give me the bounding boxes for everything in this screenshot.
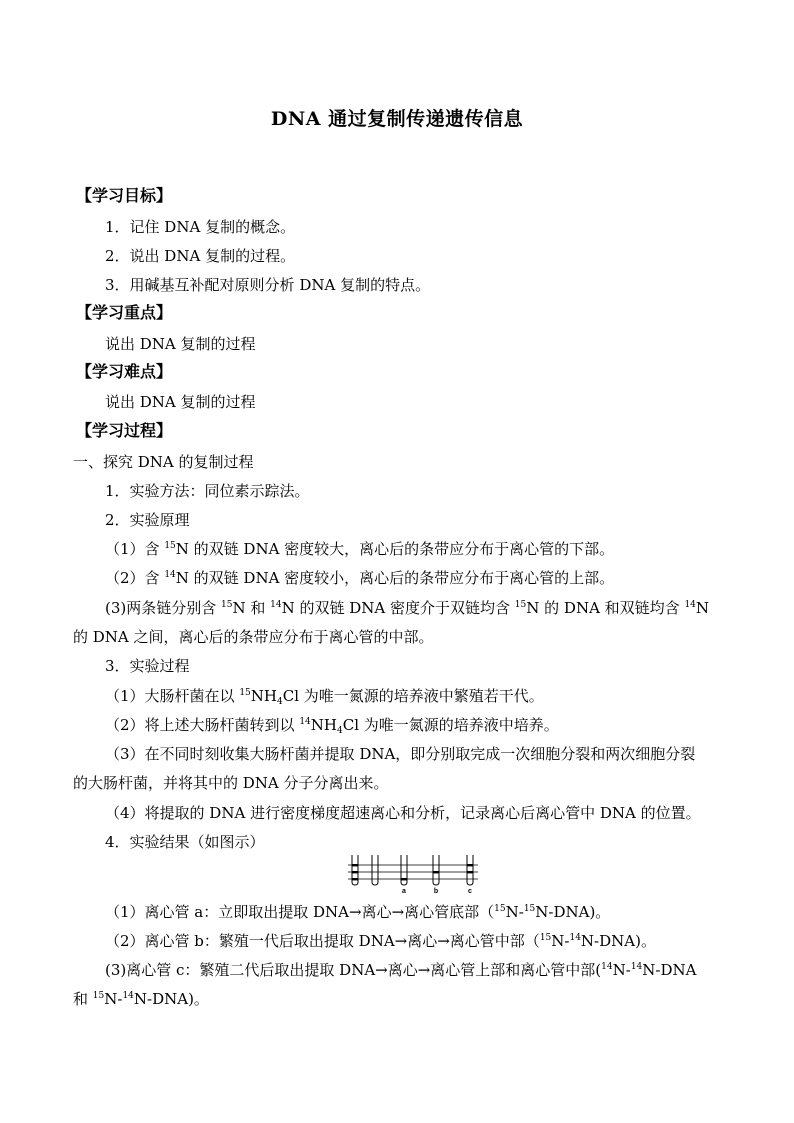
result-3: (3)离心管 c：繁殖二代后取出提取 DNA→离心→离心管上部和离心管中部($^{14}$N-$^{14}$N-DNA [105,961,697,979]
band-c-middle [467,871,473,873]
band-b [433,871,439,873]
result-2: （2）离心管 b：繁殖一代后取出提取 DNA→离心→离心管中部（$^{15}$N-$^{14}$N-DNA)。 [105,932,656,950]
result-1: （1）离心管 a：立即取出提取 DNA→离心→离心管底部（$^{15}$N-$^{15}$N-DNA)。 [105,903,611,921]
page-title: DNA 通过复制传递遗传信息 [270,108,524,130]
tube-sample [352,855,358,885]
step-1: （1）大肠杆菌在以 $^{15}NH_4Cl$ 为唯一氮源的培养液中繁殖若干代。 [105,687,544,707]
band-sample-1 [352,864,358,866]
tube-label-b: b [433,888,439,894]
difficulty-heading: 【学习难点】 [76,362,173,381]
band-c-upper [467,864,473,866]
method-text: 1．实验方法：同位素示踪法。 [105,482,310,500]
difficulty-text: 说出 DNA 复制的过程 [105,393,256,411]
result-3-cont: 和 $^{15}$N-$^{14}$N-DNA)。 [73,990,209,1008]
step-3-cont: 的大肠杆菌，并将其中的 DNA 分子分离出来。 [73,774,389,792]
centrifuge-tubes-figure [348,852,478,894]
principle-2: （2）含 $^{14}$N 的双链 DNA 密度较小，离心后的条带应分布于离心管的上部。 [105,569,615,587]
principle-3-cont: 的 DNA 之间，离心后的条带应分布于离心管的中部。 [73,628,434,646]
band-a [401,878,407,880]
tube-label-a: a [402,888,406,894]
goal-item-2: 2．说出 DNA 复制的过程。 [105,247,296,265]
process-title: 3．实验过程 [105,657,190,675]
process-heading: 【学习过程】 [76,421,173,440]
section-1-title: 一、探究 DNA 的复制过程 [73,453,254,471]
focus-heading: 【学习重点】 [76,303,173,322]
principle-1: （1）含 $^{15}$N 的双链 DNA 密度较大，离心后的条带应分布于离心管的下部。 [105,540,615,558]
goals-heading: 【学习目标】 [76,186,173,205]
result-title: 4．实验结果（如图示） [105,833,265,851]
band-sample-2 [352,871,358,873]
principle-3: (3)两条链分别含 $^{15}$N 和 $^{14}$N 的双链 DNA 密度介于双链均含 $^{15}$N 的 DNA 和双链均含 $^{14}$N [105,599,710,617]
step-4: （4）将提取的 DNA 进行密度梯度超速离心和分析，记录离心后离心管中 DNA 的位置。 [105,804,701,822]
tube-b [433,855,439,885]
goal-item-1: 1．记住 DNA 复制的概念。 [105,218,296,236]
focus-text: 说出 DNA 复制的过程 [105,335,256,353]
tube-label-c: c [468,888,472,894]
tube-a [401,855,407,885]
step-3: （3）在不同时刻收集大肠杆菌并提取 DNA，即分别取完成一次细胞分裂和两次细胞分裂 [105,745,696,763]
band-sample-3 [352,878,358,880]
tube-1 [372,855,378,885]
principle-title: 2．实验原理 [105,511,190,529]
goal-item-3: 3．用碱基互补配对原则分析 DNA 复制的特点。 [105,276,431,294]
tube-c [467,855,473,885]
step-2: （2）将上述大肠杆菌转到以 $^{14}NH_4Cl$ 为唯一氮源的培养液中培养。 [105,716,559,736]
